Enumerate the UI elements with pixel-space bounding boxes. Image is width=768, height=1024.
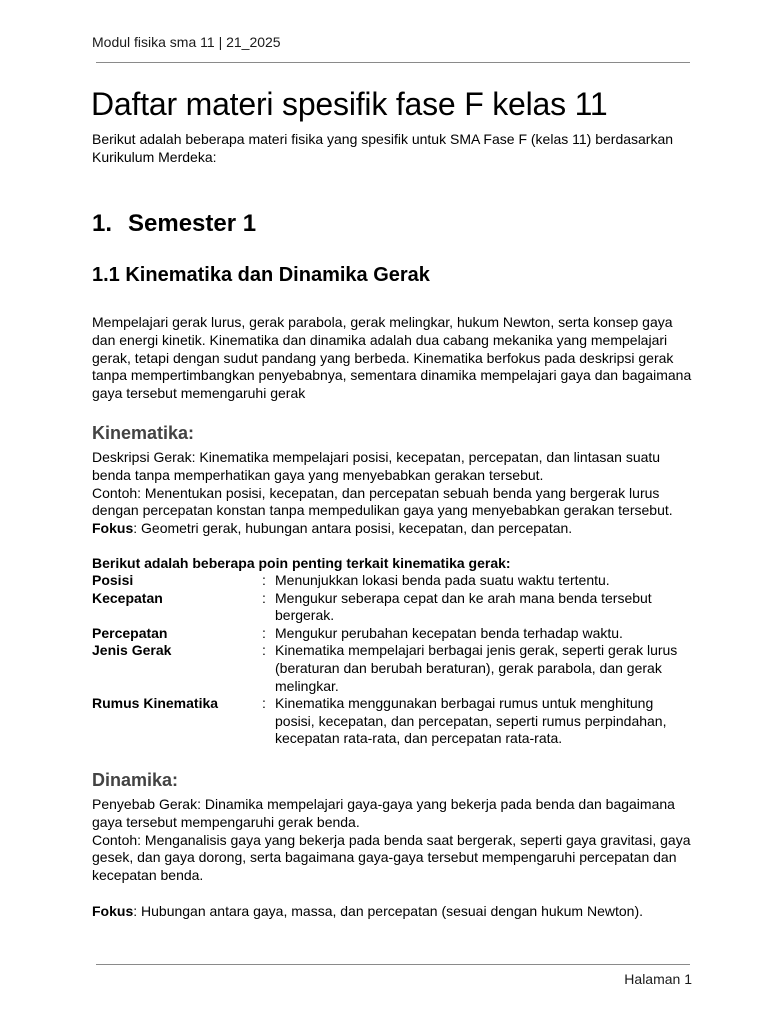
list-item xyxy=(92,572,692,590)
fokus-label: Fokus xyxy=(92,903,134,919)
point-description: Kinematika menggunakan berbagai rumus untuk menghitung posisi, kecepatan, dan percepatan, seperti rumus perpindahan, kecepatan rata-rata, dan percepatan rata-rata. xyxy=(275,695,667,747)
point-description: Menunjukkan lokasi benda pada suatu waktu tertentu. xyxy=(275,572,610,588)
page-number: Halaman 1 xyxy=(624,971,692,987)
point-term: Kecepatan xyxy=(92,589,163,606)
points-title: Berikut adalah beberapa poin penting terkait kinematika gerak: xyxy=(92,555,511,571)
subsection-intro-paragraph: Mempelajari gerak lurus, gerak parabola, gerak melingkar, hukum Newton, serta konsep gaya dan energi kinetik. Kinematika dan dinamika adalah dua cabang mekanika yang mempelajari gerak, tetapi dengan sudut pandang yang berbeda. Kinematika berfokus pada deskripsi gerak tanpa mempertimbangkan penyebabnya, sementara dinamika mempelajari gaya dan bagaimana gaya tersebut memengaruhi gerak xyxy=(92,314,692,402)
fokus-text: : Geometri gerak, hubungan antara posisi, kecepatan, dan percepatan. xyxy=(133,520,573,537)
point-term: Rumus Kinematika xyxy=(92,695,219,712)
point-description: Kinematika mempelajari berbagai jenis gerak, seperti gerak lurus (beraturan dan berubah beraturan), gerak parabola, dan gerak melingkar. xyxy=(275,642,678,694)
points-list xyxy=(92,572,692,748)
section-number: 1. xyxy=(92,210,113,237)
list-item xyxy=(92,590,692,625)
point-colon: : xyxy=(262,572,266,588)
point-description: Mengukur seberapa cepat dan ke arah mana benda tersebut bergerak. xyxy=(275,589,652,624)
point-description: Mengukur perubahan kecepatan benda terhadap waktu. xyxy=(275,624,623,641)
point-colon: : xyxy=(262,624,266,641)
page-header: Modul fisika sma 11 | 21_2025 xyxy=(92,34,281,50)
kinematika-contoh: Contoh: Menentukan posisi, kecepatan, dan percepatan sebuah benda yang bergerak lurus dengan percepatan konstan tanpa mempedulikan gaya yang menyebabkan gerakan tersebut. xyxy=(92,484,673,519)
page-title: Daftar materi spesifik fase F kelas 11 xyxy=(91,86,608,122)
fokus-label: Fokus xyxy=(92,520,134,537)
intro-text: Berikut adalah beberapa materi fisika yang spesifik untuk SMA Fase F (kelas 11) berdasarkan Kurikulum Merdeka: xyxy=(92,131,674,165)
dinamika-body xyxy=(92,796,692,885)
list-item xyxy=(92,695,692,748)
point-term: Jenis Gerak xyxy=(92,642,172,659)
subsection-heading: 1.1 Kinematika dan Dinamika Gerak xyxy=(92,264,430,286)
dinamika-heading: Dinamika: xyxy=(92,770,179,790)
point-colon: : xyxy=(262,642,266,659)
dinamika-fokus xyxy=(92,903,692,921)
list-item xyxy=(92,625,692,643)
section-heading-semester-1 xyxy=(92,210,256,238)
header-divider xyxy=(96,62,690,63)
kinematika-body xyxy=(92,449,692,538)
point-term: Posisi xyxy=(92,572,134,588)
dinamika-contoh: Contoh: Menganalisis gaya yang bekerja pada benda saat bergerak, seperti gaya gravitasi, gaya gesek, dan gaya dorong, serta bagaimana gaya-gaya tersebut mempengaruhi percepatan dan kecepatan benda. xyxy=(92,831,691,884)
fokus-text: : Hubungan antara gaya, massa, dan percepatan (sesuai dengan hukum Newton). xyxy=(133,903,644,919)
point-colon: : xyxy=(262,695,266,712)
kinematika-heading: Kinematika: xyxy=(92,423,195,443)
point-colon: : xyxy=(262,589,266,606)
dinamika-penyebab: Penyebab Gerak: Dinamika mempelajari gaya-gaya yang bekerja pada benda dan bagaimana gaya tersebut mempengaruhi gerak benda. xyxy=(92,796,675,830)
list-item xyxy=(92,642,692,695)
kinematika-deskripsi: Deskripsi Gerak: Kinematika mempelajari posisi, kecepatan, percepatan, dan lintasan suatu benda tanpa memperhatikan gaya yang menyebabkan gerakan tersebut. xyxy=(92,449,661,483)
kinematika-fokus xyxy=(92,520,692,538)
section-title: Semester 1 xyxy=(128,210,257,237)
footer-divider xyxy=(96,964,690,965)
point-term: Percepatan xyxy=(92,624,168,641)
